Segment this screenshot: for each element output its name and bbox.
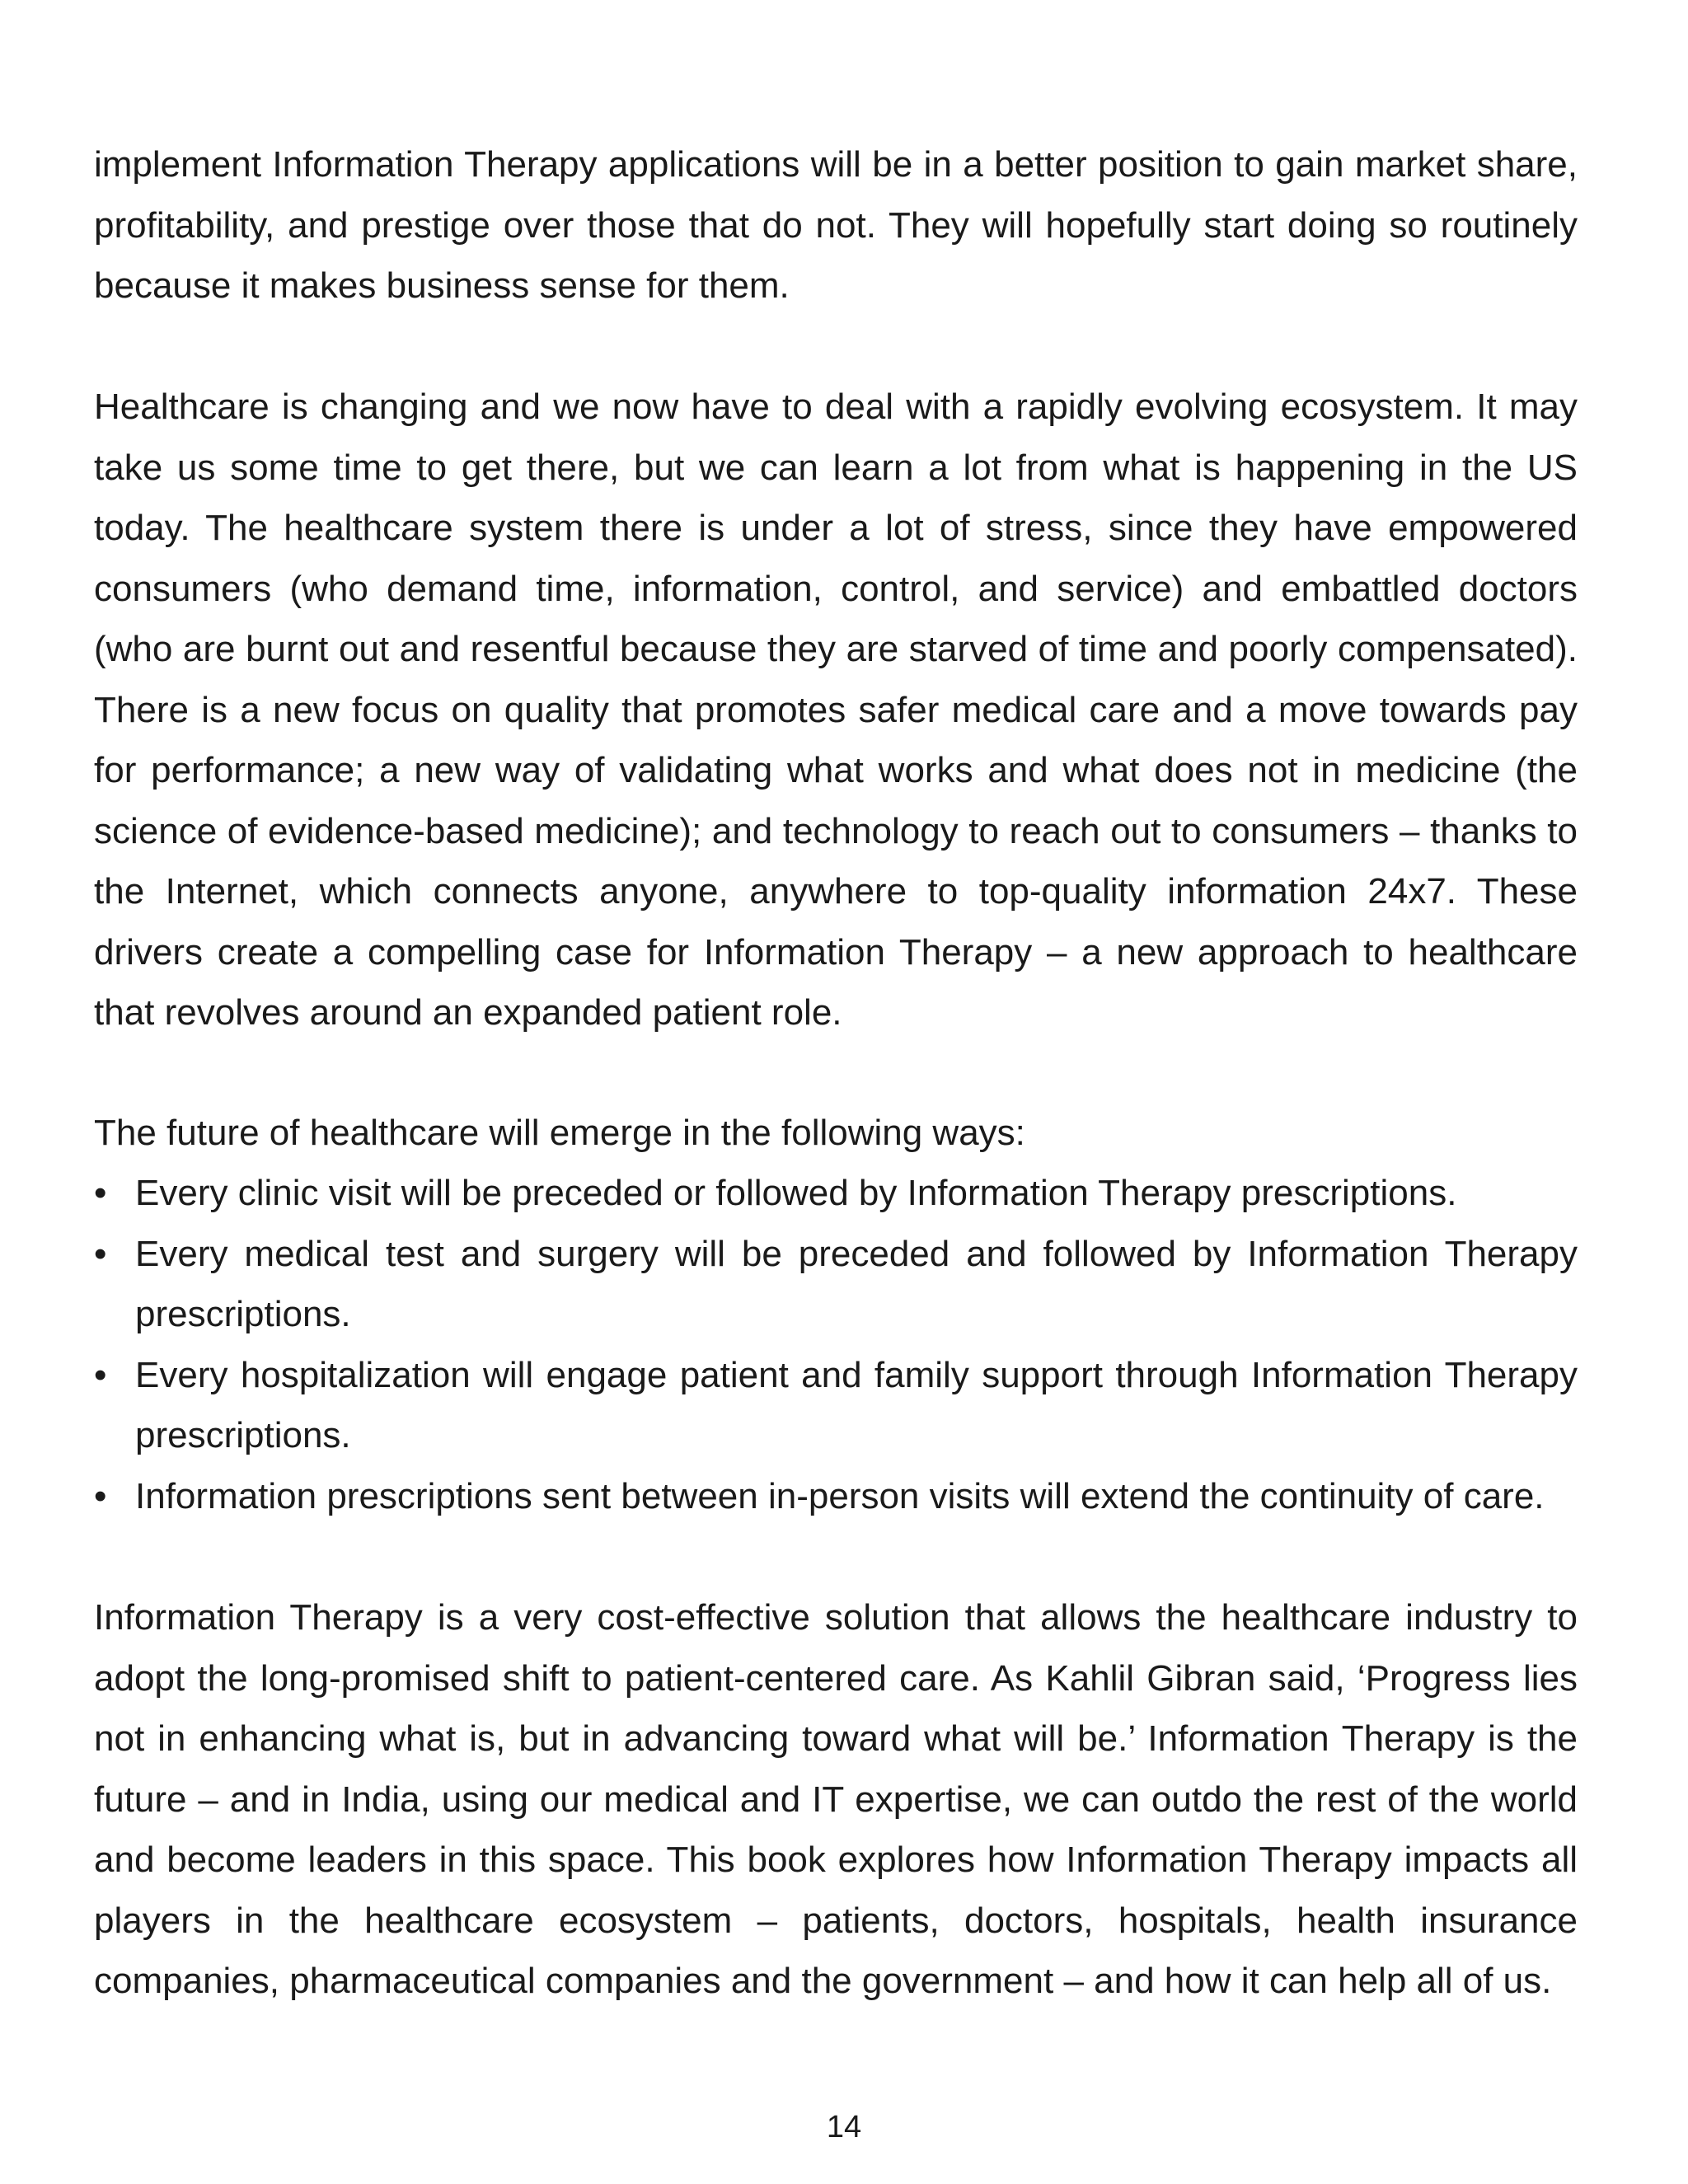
list-item-text: Every medical test and surgery will be preceded and followed by Information Therapy prescriptions. [135, 1233, 1578, 1334]
list-item-text: Every hospitalization will engage patient and family support through Information Therapy prescriptions. [135, 1354, 1578, 1455]
list-item-text: Information prescriptions sent between in-person visits will extend the continuity of care. [135, 1475, 1545, 1516]
list-item [94, 1224, 1578, 1345]
future-ways-list [94, 1163, 1578, 1526]
bullet-icon: • [94, 1233, 107, 1274]
page-number: 14 [826, 2110, 862, 2144]
bullet-icon: • [94, 1354, 107, 1395]
list-item [94, 1466, 1578, 1527]
list-item [94, 1163, 1578, 1224]
list-item-text: Every clinic visit will be preceded or followed by Information Therapy prescriptions. [135, 1173, 1457, 1213]
bullet-icon: • [94, 1173, 107, 1213]
paragraph-conclusion: Information Therapy is a very cost-effective solution that allows the healthcare industry to adopt the long-promised shift to patient-centered care. As Kahlil Gibran said, ‘Progress lies not in enhancing what is, but in advancing toward what will be.’ Information Therapy is the future – and in India, using our medical and IT expertise, we can outdo the rest of the world and become leaders in this space. This book explores how Information Therapy impacts all players in the healthcare ecosystem – patients, doctors, hospitals, health insurance companies, pharmaceutical companies and the government – and how it can help all of us. [94, 1597, 1578, 2001]
list-item [94, 1345, 1578, 1466]
paragraph-healthcare-changing: Healthcare is changing and we now have to deal with a rapidly evolving ecosystem. It may take us some time to get there, but we can learn a lot from what is happening in the US today. The healthcare system there is under a lot of stress, since they have empowered consumers (who demand time, information, control, and service) and embattled doctors (who are burnt out and resentful because they are starved of time and poorly compensated). There is a new focus on quality that promotes safer medical care and a move towards pay for performance; a new way of validating what works and what does not in medicine (the science of evidence-based medicine); and technology to reach out to consumers – thanks to the Internet, which connects anyone, anywhere to top-quality information 24x7. These drivers create a compelling case for Information Therapy – a new approach to healthcare that revolves around an expanded patient role. [94, 387, 1578, 1033]
paragraph-future-intro: The future of healthcare will emerge in the following ways: [94, 1113, 1025, 1153]
paragraph-business-sense: implement Information Therapy applications will be in a better position to gain market share, profitability, and prestige over those that do not. They will hopefully start doing so routinely because it makes business sense for them. [94, 144, 1578, 306]
bullet-icon: • [94, 1475, 107, 1516]
